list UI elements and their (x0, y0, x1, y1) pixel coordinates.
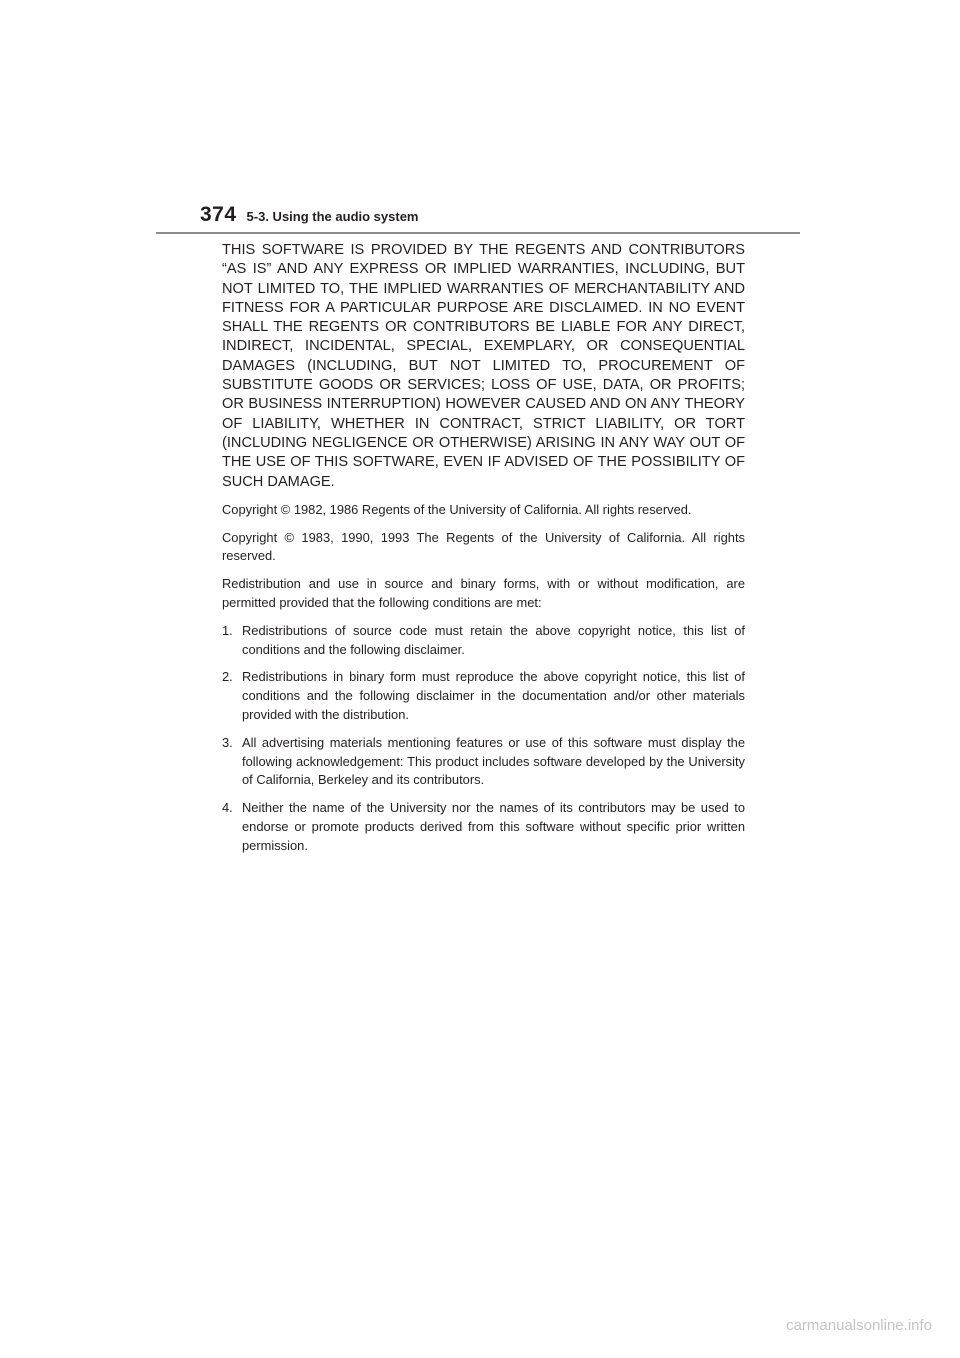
page-number: 374 (200, 203, 237, 226)
list-item-number: 1. (222, 622, 233, 638)
page-content (222, 241, 745, 865)
list-item-text: All advertising materials mentioning features or use of this software must display the following acknowledgement: This product includes software developed by the University of California, Berkeley and its contributors. (242, 734, 745, 788)
watermark: carmanualsonline.info (786, 1317, 932, 1334)
list-item (222, 622, 745, 660)
header-rule (156, 232, 800, 234)
list-item (222, 668, 745, 724)
list-item-text: Redistributions of source code must retain the above copyright notice, this list of conditions and the following disclaimer. (242, 622, 745, 657)
list-item (222, 799, 745, 855)
list-item-text: Neither the name of the University nor the names of its contributors may be used to endorse or promote products derived from this software without specific prior written permission. (242, 800, 745, 853)
list-item-number: 4. (222, 800, 233, 816)
conditions-list (222, 622, 745, 856)
section-title: 5-3. Using the audio system (246, 209, 419, 224)
list-item-number: 3. (222, 734, 233, 750)
copyright-notice-1: Copyright © 1982, 1986 Regents of the University of California. All rights reserved. (222, 501, 692, 517)
warranty-disclaimer: THIS SOFTWARE IS PROVIDED BY THE REGENTS AND CONTRIBUTORS “AS IS” AND ANY EXPRESS OR IMPLIED WARRANTIES, INCLUDING, BUT NOT LIMITED TO, THE IMPLIED WARRANTIES OF MERCHANTABILITY AND FITNESS FOR A PARTICULAR PURPOSE ARE DISCLAIMED. IN NO EVENT SHALL THE REGENTS OR CONTRIBUTORS BE LIABLE FOR ANY DIRECT, INDIRECT, INCIDENTAL, SPECIAL, EXEMPLARY, OR CONSEQUENTIAL DAMAGES (INCLUDING, BUT NOT LIMITED TO, PROCUREMENT OF SUBSTITUTE GOODS OR SERVICES; LOSS OF USE, DATA, OR PROFITS; OR BUSINESS INTERRUPTION) HOWEVER CAUSED AND ON ANY THEORY OF LIABILITY, WHETHER IN CONTRACT, STRICT LIABILITY, OR TORT (INCLUDING NEGLIGENCE OR OTHERWISE) ARISING IN ANY WAY OUT OF THE USE OF THIS SOFTWARE, EVEN IF ADVISED OF THE POSSIBILITY OF SUCH DAMAGE. (222, 242, 745, 490)
list-item (222, 734, 745, 790)
list-item-number: 2. (222, 669, 233, 685)
page-header (200, 203, 418, 227)
copyright-notice-2: Copyright © 1983, 1990, 1993 The Regents of the University of California. All rights reserved. (222, 529, 745, 564)
redistribution-intro: Redistribution and use in source and binary forms, with or without modification, are permitted provided that the following conditions are met: (222, 576, 745, 611)
list-item-text: Redistributions in binary form must reproduce the above copyright notice, this list of conditions and the following disclaimer in the documentation and/or other materials provided with the distribution. (242, 669, 745, 723)
